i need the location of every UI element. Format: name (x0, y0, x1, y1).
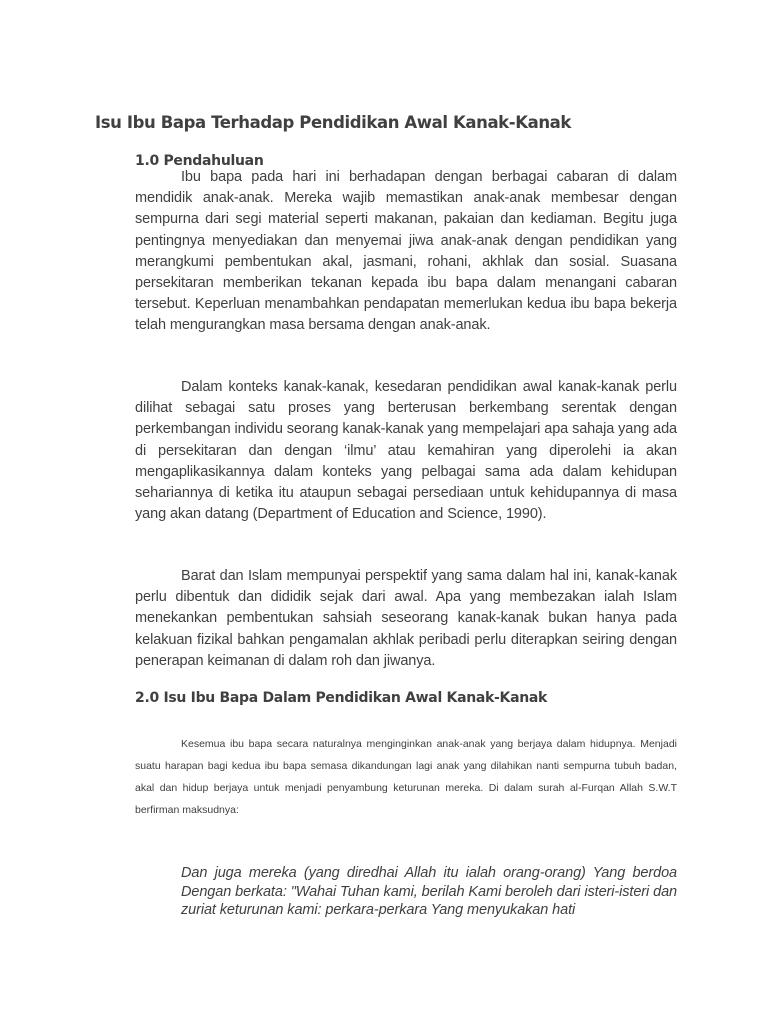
introduction-paragraph-2: Dalam konteks kanak-kanak, kesedaran pendidikan awal kanak-kanak perlu dilihat sebagai satu proses yang berterusan berkembang serentak dengan perkembangan individu seorang kanak-kanak yang mempelajari apa sahaja yang ada di persekitaran dan dengan ‘ilmu’ atau kemahiran yang diperolehi ia akan mengaplikasikannya dalam konteks yang pelbagai sama ada dalam kehidupan sehariannya di ketika itu ataupun sebagai persediaan untuk kehidupannya di masa yang akan datang (Department of Education and Science, 1990). (135, 379, 677, 523)
quran-quote: Dan juga mereka (yang diredhai Allah itu ialah orang-orang) Yang berdoa Dengan berkata: "Wahai Tuhan kami, berilah Kami beroleh dari isteri-isteri dan zuriat keturunan kami: perkara-perkara Yang menyukakan hati (181, 865, 677, 918)
section-heading-introduction: 1.0 Pendahuluan (135, 153, 264, 169)
document-title: Isu Ibu Bapa Terhadap Pendidikan Awal Kanak-Kanak (95, 113, 571, 132)
parent-issues-paragraph-1: Kesemua ibu bapa secara naturalnya menginginkan anak-anak yang berjaya dalam hidupnya. Menjadi suatu harapan bagi kedua ibu bapa semasa dikandungan lagi anak yang dilahikan nanti sempurna tubuh badan, akal dan hidup berjaya untuk menjadi penyambung keturunan mereka. Di dalam surah al-Furqan Allah S.W.T berfirman maksudnya: (135, 738, 677, 816)
section-heading-parent-issues: 2.0 Isu Ibu Bapa Dalam Pendidikan Awal Kanak-Kanak (135, 690, 548, 706)
introduction-paragraph-3: Barat dan Islam mempunyai perspektif yang sama dalam hal ini, kanak-kanak perlu dibentuk dan dididik sejak dari awal. Apa yang membezakan ialah Islam menekankan pembentukan sahsiah seseorang kanak-kanak bukan hanya pada kelakuan fizikal bahkan pengamalan akhlak peribadi perlu diterapkan seiring dengan penerapan keimanan di dalam roh dan jiwanya. (135, 568, 677, 669)
introduction-paragraph-1: Ibu bapa pada hari ini berhadapan dengan berbagai cabaran di dalam mendidik anak-anak. Mereka wajib memastikan anak-anak membesar dengan sempurna dari segi material seperti makanan, pakaian dan kediaman. Begitu juga pentingnya menyediakan dan menyemai jiwa anak-anak dengan pendidikan yang merangkumi pembentukan akal, jasmani, rohani, akhlak dan sosial. Suasana persekitaran memberikan tekanan kepada ibu bapa dalam menangani cabaran tersebut. Keperluan menambahkan pendapatan memerlukan kedua ibu bapa bekerja telah mengurangkan masa bersama dengan anak-anak. (135, 169, 677, 334)
